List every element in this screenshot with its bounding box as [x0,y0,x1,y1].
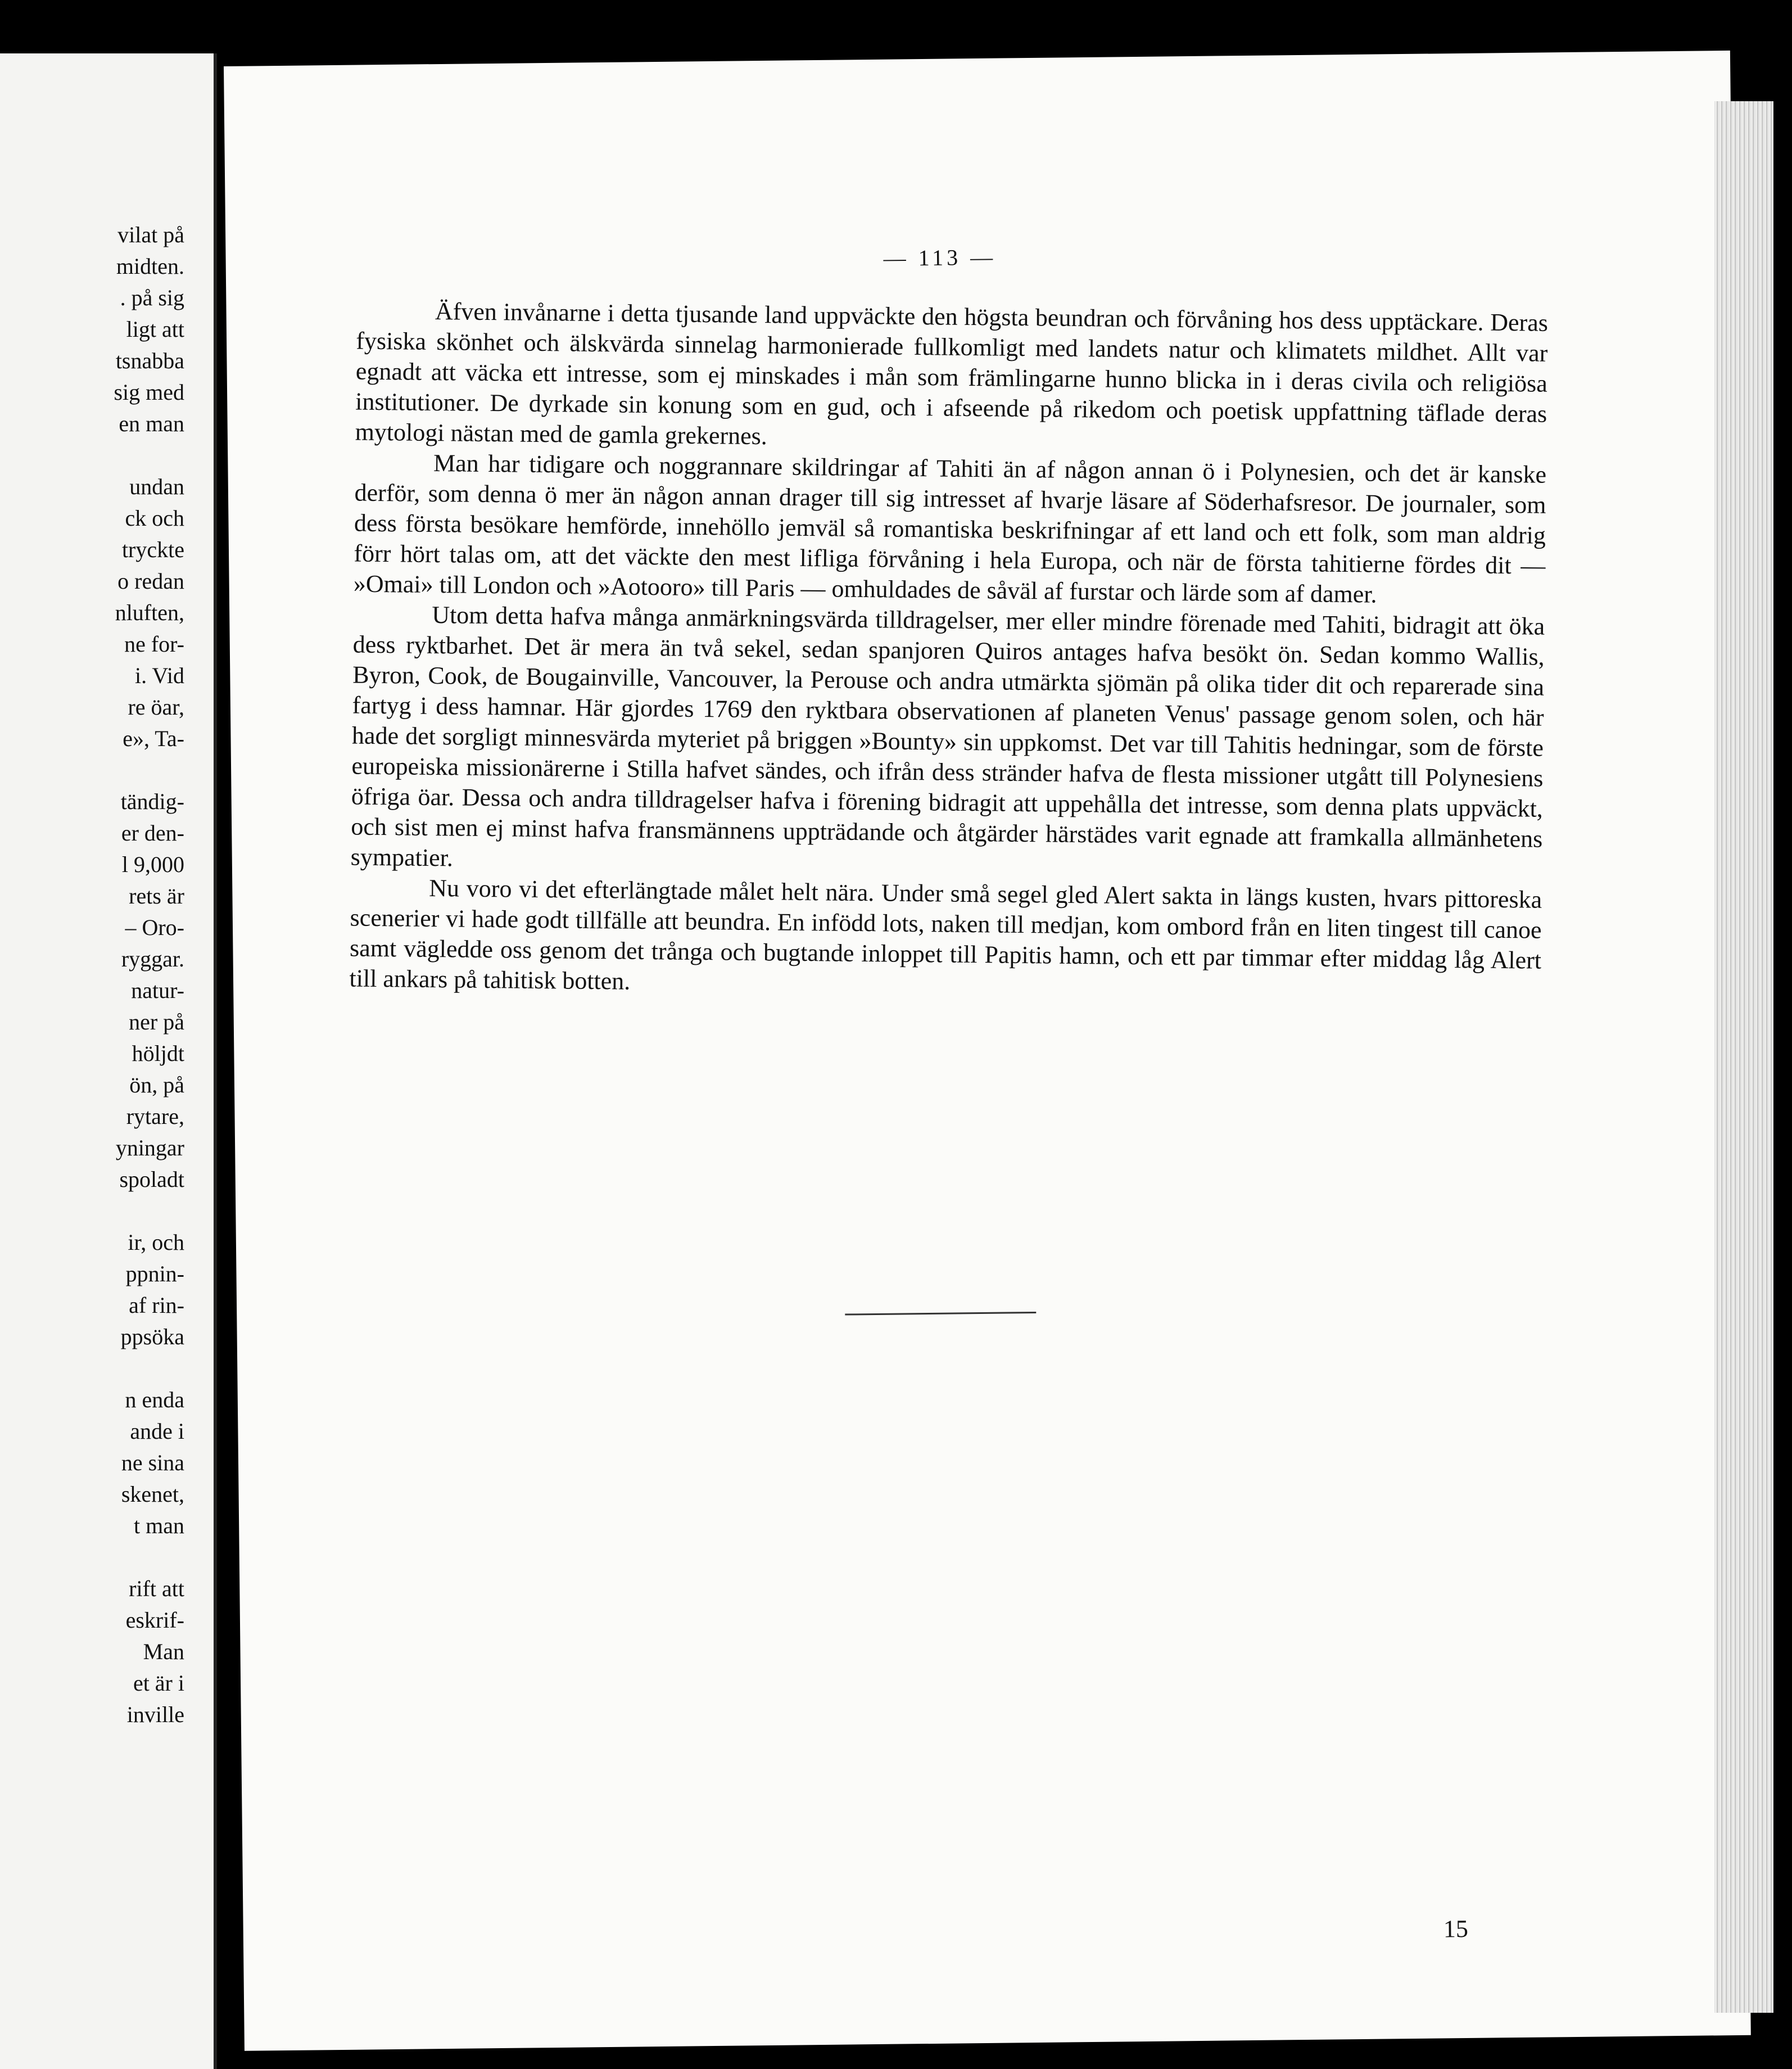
left-page-line: . på sig [120,285,184,310]
left-page-line: e», Ta- [123,726,184,751]
left-page-line: l 9,000 [121,852,184,877]
left-page-line: ligt att [126,317,184,342]
left-page-line: ppnin- [125,1261,184,1286]
signature-mark: 15 [1443,1915,1469,1943]
right-page [224,51,1751,2051]
book-page-edges [1714,101,1773,2013]
body-text [349,296,1548,1006]
left-page-line: vilat på [117,222,184,247]
left-page-line: er den- [121,820,184,846]
left-page-line: ir, och [128,1230,184,1255]
left-page-line: af rin- [129,1293,184,1318]
left-page-line: tryckte [121,537,184,562]
left-page-line: n enda [125,1387,184,1412]
left-page-line: ne for- [124,631,184,657]
left-page-line: – Oro- [125,915,184,940]
left-page-line: undan [129,474,184,499]
left-page-line: tsnabba [115,348,184,373]
left-page-line: ande i [130,1419,184,1444]
left-page-line: tändig- [120,789,184,814]
left-page-line: en man [119,411,184,436]
left-page-line: höljdt [132,1041,184,1066]
paragraph-3: Utom detta hafva många anmärkningsvärda tilldragelser, mer eller mindre förenade med Tahiti, bidragit att öka dess ryktbarhet. Det är mera än två sekel, sedan spanjoren Quiros antages hafva besökt ön. Sedan kommo Wallis, Byron, Cook, de Bougainville, Vancouver, la Perouse och andra utmärkta sjömän på olika tider dit och reparerade sina fartyg i dess hamnar. Här gjordes 1769 den ryktbara observationen af planeten Venus' passage genom solen, och här hade det sorgligt minnesvärda myteriet på briggen »Bounty» sin uppkomst. Det var till Tahitis hedningar, som de förste europeiska missionärerne i Stilla hafvet sändes, och ifrån dess stränder hafva de flesta missioner utgått till Polynesiens öfriga öar. Dessa och andra tilldragelser hafva i förening bidragit att uppehålla det intresse, som denna plats uppväckt, och sist men ej minst hafva fransmännens uppträdande och åtgärder härstädes varit egnade att framkalla allmänhetens sympatier. [350,600,1545,872]
paragraph-1: Äfven invånarne i detta tjusande land uppväckte den högsta beundran och förvåning hos dess upptäckare. Deras fysiska skönhet och älskvärda sinnelag harmonierade fullkomligt med landets natur och klimatets mildhet. Allt var egnadt att väcka ett intresse, som ej minskades i mån som främlingarne hunno blicka in i deras civila och religiösa institutioner. De dyrkade sin konung som en gud, och i afseende på rikedom och poetisk uppfattning täflade deras mytologi nästan med de gamla grekernes. [355,297,1549,450]
left-page-line: yningar [115,1135,184,1160]
left-page-line: rets är [129,883,184,909]
section-divider [845,1312,1036,1316]
page-number: — 113 — [883,244,997,271]
left-page-line: i. Vid [135,663,184,688]
left-page-line: inville [126,1702,184,1727]
left-page-line: ppsöka [120,1324,184,1349]
left-page-line: Man [143,1639,184,1664]
left-page-line: midten. [116,254,184,279]
left-page-line: o redan [117,568,184,594]
paragraph-4: Nu voro vi det efterlängtade målet helt nära. Under små segel gled Alert sakta in längs kusten, hvars pittoreska scenerier vi hade godt tillfälle att beundra. En infödd lots, naken till medjan, kom ombord från en liten tingest till canoe samt vägledde oss genom det trånga och bugtande inloppet till Papitis hamn, och ett par timmar efter middag låg Alert till ankars på tahitisk botten. [349,874,1542,995]
left-page-line: rytare, [126,1104,184,1129]
left-page-line: ryggar. [121,946,184,972]
left-page-line: re öar, [128,694,184,720]
left-page-line: skenet, [121,1481,184,1507]
left-page-line: eskrif- [125,1607,184,1633]
left-page-line: et är i [133,1670,184,1696]
left-page-line: natur- [131,978,184,1003]
left-page-line: ne sina [121,1450,184,1475]
left-page-line: nluften, [115,600,184,625]
paragraph-2: Man har tidigare och noggrannare skildringar af Tahiti än af någon annan ö i Polynesien, och det är kanske derför, som denna ö mer än någon annan drager till sig intresset af hvarje läsare af Söderhafsresor. De journaler, som dess första besökare hemförde, innehöllo jemväl så romantiska beskrifningar af ett land och ett folk, som man aldrig förr hört talas om, att det väckte den mest lifliga förvåning i hela Europa, och när de första tahitierne fördes dit — »Omai» till London och »Aotooro» till Paris — omhuldades de såväl af furstar och lärde som af damer. [353,449,1547,608]
left-page-line: spoladt [119,1167,184,1192]
left-page-line: ner på [129,1009,184,1034]
left-page-line: sig med [114,380,184,405]
left-page-line: ck och [125,505,184,531]
left-page-line: ön, på [129,1072,184,1097]
left-page [0,53,217,2069]
left-page-line: t man [134,1513,184,1538]
left-page-line: rift att [129,1576,184,1601]
